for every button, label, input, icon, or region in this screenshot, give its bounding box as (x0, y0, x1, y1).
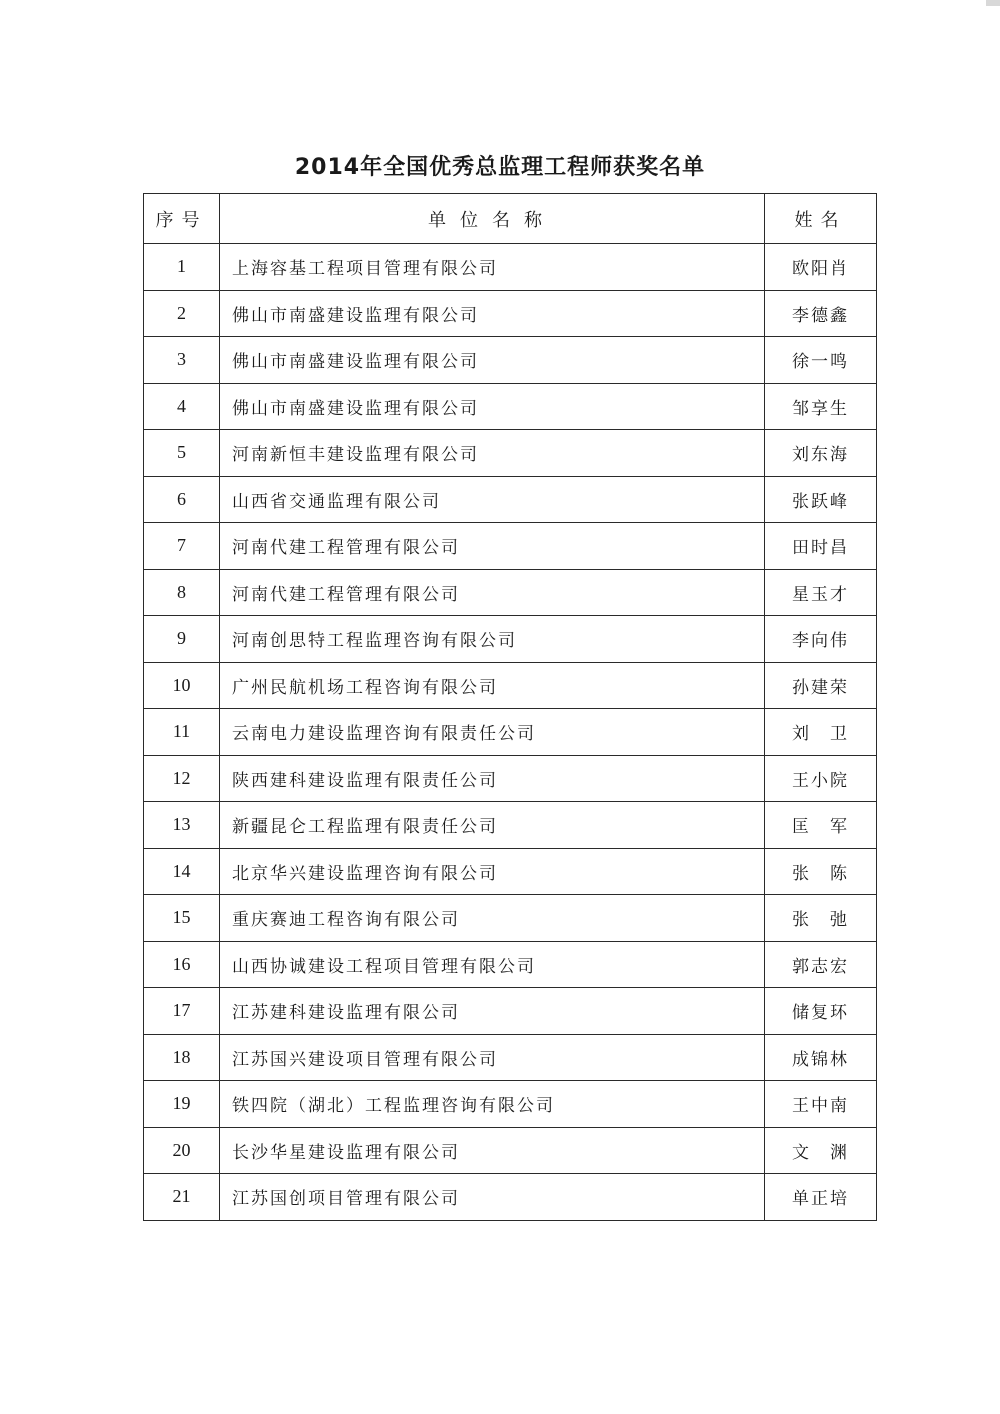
row-name: 徐一鸣 (765, 337, 877, 384)
scan-corner-mark (986, 0, 1000, 6)
row-company: 山西省交通监理有限公司 (220, 476, 765, 523)
row-name: 刘 卫 (765, 709, 877, 756)
row-company: 江苏建科建设监理有限公司 (220, 988, 765, 1035)
row-company: 河南代建工程管理有限公司 (220, 569, 765, 616)
table-row (144, 662, 877, 709)
table-row (144, 616, 877, 663)
table-row (144, 337, 877, 384)
table-row (144, 1174, 877, 1221)
row-name: 储复环 (765, 988, 877, 1035)
row-company: 佛山市南盛建设监理有限公司 (220, 337, 765, 384)
row-no: 5 (144, 430, 220, 477)
row-company: 新疆昆仑工程监理有限责任公司 (220, 802, 765, 849)
row-no: 2 (144, 290, 220, 337)
row-company: 佛山市南盛建设监理有限公司 (220, 383, 765, 430)
table-body (144, 244, 877, 1221)
table-row (144, 290, 877, 337)
row-company: 河南创思特工程监理咨询有限公司 (220, 616, 765, 663)
row-name: 文 渊 (765, 1127, 877, 1174)
row-name: 刘东海 (765, 430, 877, 477)
row-company: 山西协诚建设工程项目管理有限公司 (220, 941, 765, 988)
table-row (144, 709, 877, 756)
table-row (144, 988, 877, 1035)
row-no: 1 (144, 244, 220, 291)
table-row (144, 430, 877, 477)
table-row (144, 1127, 877, 1174)
row-no: 14 (144, 848, 220, 895)
row-no: 21 (144, 1174, 220, 1221)
row-company: 广州民航机场工程咨询有限公司 (220, 662, 765, 709)
row-no: 13 (144, 802, 220, 849)
row-company: 云南电力建设监理咨询有限责任公司 (220, 709, 765, 756)
row-no: 7 (144, 523, 220, 570)
row-company: 重庆赛迪工程咨询有限公司 (220, 895, 765, 942)
award-table (143, 193, 877, 1221)
row-no: 12 (144, 755, 220, 802)
row-company: 河南新恒丰建设监理有限公司 (220, 430, 765, 477)
row-name: 孙建荣 (765, 662, 877, 709)
row-name: 星玉才 (765, 569, 877, 616)
table-row (144, 755, 877, 802)
table-row (144, 383, 877, 430)
row-no: 20 (144, 1127, 220, 1174)
row-name: 王小院 (765, 755, 877, 802)
table-row (144, 476, 877, 523)
header-company: 单位名称 (220, 194, 765, 244)
row-company: 河南代建工程管理有限公司 (220, 523, 765, 570)
row-name: 邹享生 (765, 383, 877, 430)
row-no: 16 (144, 941, 220, 988)
row-company: 铁四院（湖北）工程监理咨询有限公司 (220, 1081, 765, 1128)
row-company: 陕西建科建设监理有限责任公司 (220, 755, 765, 802)
table-row (144, 941, 877, 988)
row-name: 李向伟 (765, 616, 877, 663)
row-name: 单正培 (765, 1174, 877, 1221)
table-row (144, 848, 877, 895)
row-name: 匡 军 (765, 802, 877, 849)
row-no: 11 (144, 709, 220, 756)
row-name: 张 陈 (765, 848, 877, 895)
row-name: 张 弛 (765, 895, 877, 942)
row-name: 成锦林 (765, 1034, 877, 1081)
table-row (144, 802, 877, 849)
header-no: 序号 (144, 194, 220, 244)
row-no: 9 (144, 616, 220, 663)
row-no: 3 (144, 337, 220, 384)
page-title: 2014年全国优秀总监理工程师获奖名单 (294, 155, 706, 180)
row-name: 田时昌 (765, 523, 877, 570)
row-name: 张跃峰 (765, 476, 877, 523)
row-no: 15 (144, 895, 220, 942)
row-no: 4 (144, 383, 220, 430)
row-company: 江苏国创项目管理有限公司 (220, 1174, 765, 1221)
row-company: 上海容基工程项目管理有限公司 (220, 244, 765, 291)
table-header-row (144, 194, 877, 244)
header-name: 姓名 (765, 194, 877, 244)
row-name: 李德鑫 (765, 290, 877, 337)
table-row (144, 523, 877, 570)
table-row (144, 895, 877, 942)
row-name: 郭志宏 (765, 941, 877, 988)
row-name: 王中南 (765, 1081, 877, 1128)
row-no: 8 (144, 569, 220, 616)
row-no: 6 (144, 476, 220, 523)
row-no: 10 (144, 662, 220, 709)
row-name: 欧阳肖 (765, 244, 877, 291)
table-row (144, 1081, 877, 1128)
row-no: 18 (144, 1034, 220, 1081)
row-company: 佛山市南盛建设监理有限公司 (220, 290, 765, 337)
row-company: 长沙华星建设监理有限公司 (220, 1127, 765, 1174)
table-row (144, 569, 877, 616)
table-row (144, 244, 877, 291)
row-no: 17 (144, 988, 220, 1035)
row-company: 江苏国兴建设项目管理有限公司 (220, 1034, 765, 1081)
row-company: 北京华兴建设监理咨询有限公司 (220, 848, 765, 895)
row-no: 19 (144, 1081, 220, 1128)
table-row (144, 1034, 877, 1081)
